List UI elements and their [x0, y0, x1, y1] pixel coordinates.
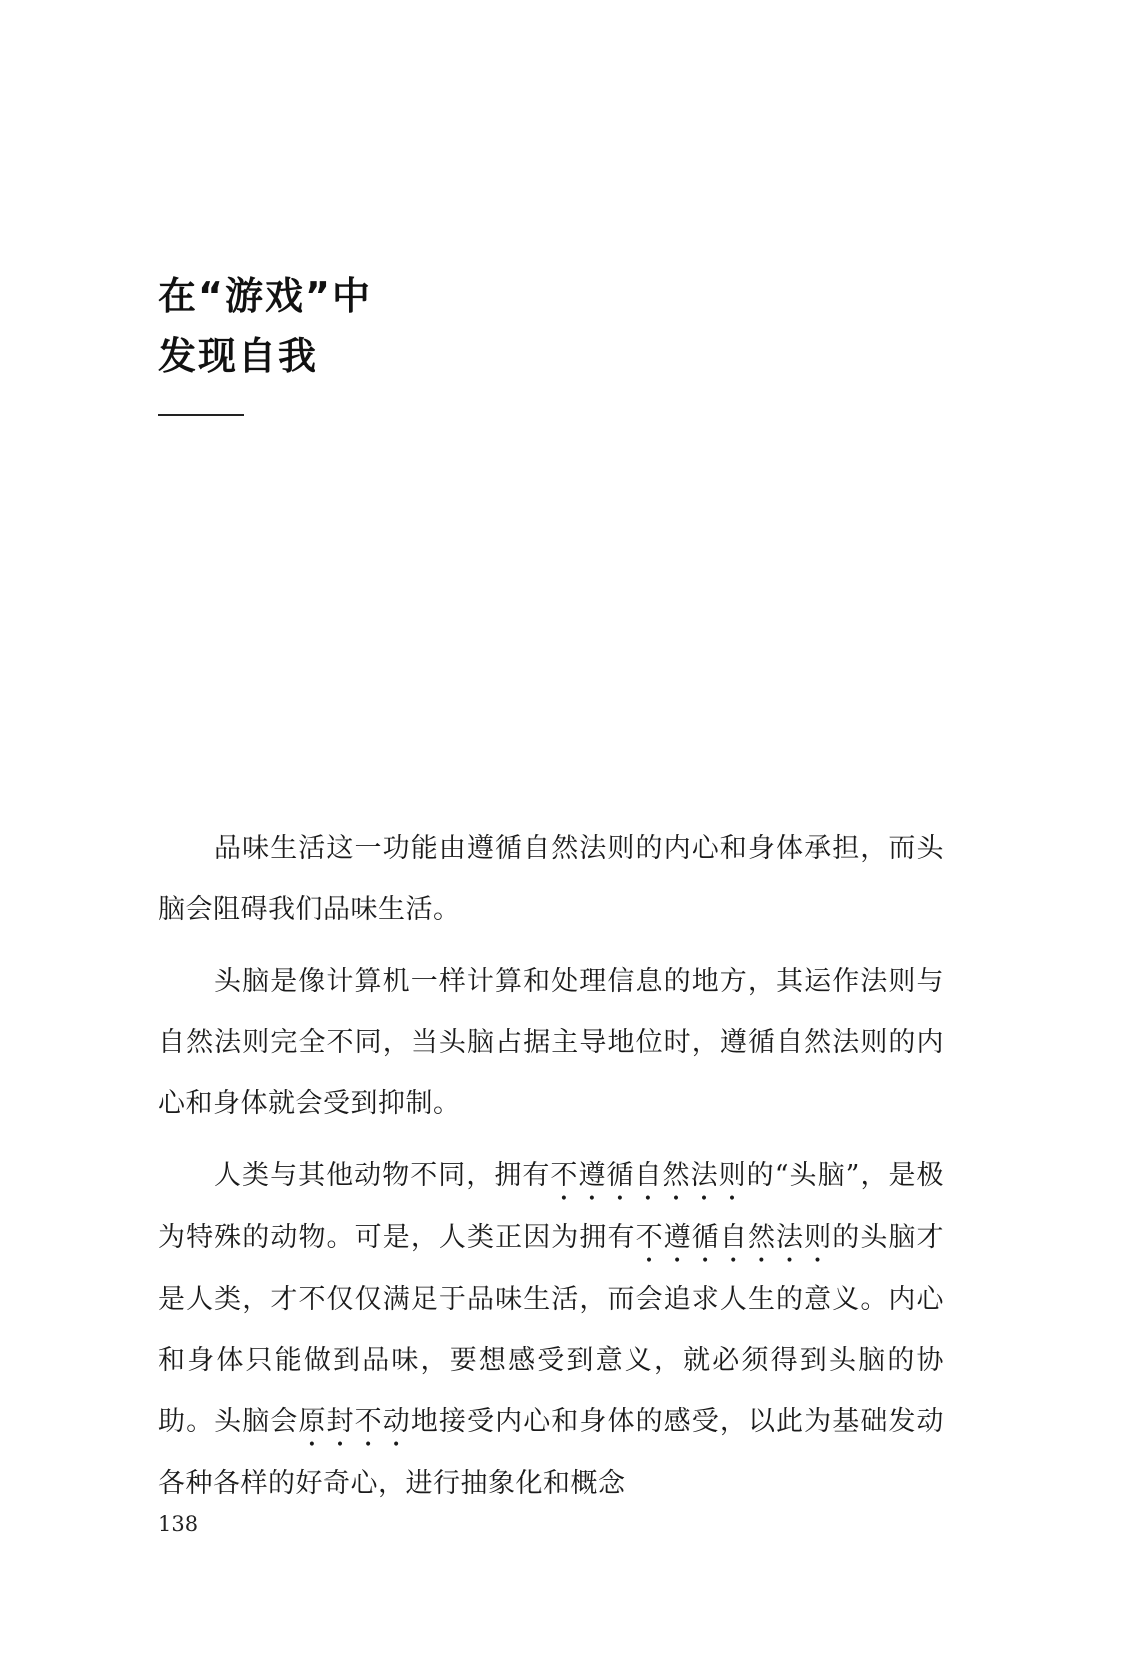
- chapter-title-line-2: 发现自我: [158, 334, 319, 378]
- emphasized-text: 不遵循自然法则: [635, 1222, 833, 1253]
- body-text: [158, 818, 944, 1525]
- paragraph-2: [158, 951, 944, 1134]
- title-divider: [158, 414, 244, 416]
- emphasized-text: 原封不动: [298, 1406, 411, 1437]
- text-run: 地接受内心和身体的感受，以此为基础发动各种各样的好奇心，进行抽象化和概念: [158, 1406, 945, 1499]
- chapter-title: [158, 266, 372, 386]
- page-number: 138: [158, 1512, 199, 1536]
- paragraph-1: [158, 818, 944, 940]
- text-run: 的“头脑”，是极为特殊的动物。可是，人类正因为拥有: [158, 1160, 945, 1253]
- text-run: 人类与其他动物不同，拥有: [214, 1160, 551, 1191]
- chapter-title-line-1: 在“游戏”中: [158, 274, 372, 318]
- text-run: 品味生活这一功能由遵循自然法则的内心和身体承担，而头脑会阻碍我们品味生活。: [158, 833, 944, 925]
- text-run: 头脑是像计算机一样计算和处理信息的地方，其运作法则与自然法则完全不同，当头脑占据主导地位时，遵循自然法则的内心和身体就会受到抑制。: [158, 966, 944, 1119]
- text-run: 的头脑才是人类，才不仅仅满足于品味生活，而会追求人生的意义。内心和身体只能做到品味，要想感受到意义，就必须得到头脑的协助。头脑会: [158, 1222, 945, 1437]
- emphasized-text: 不遵循自然法则: [550, 1160, 747, 1191]
- paragraph-3: [158, 1145, 944, 1514]
